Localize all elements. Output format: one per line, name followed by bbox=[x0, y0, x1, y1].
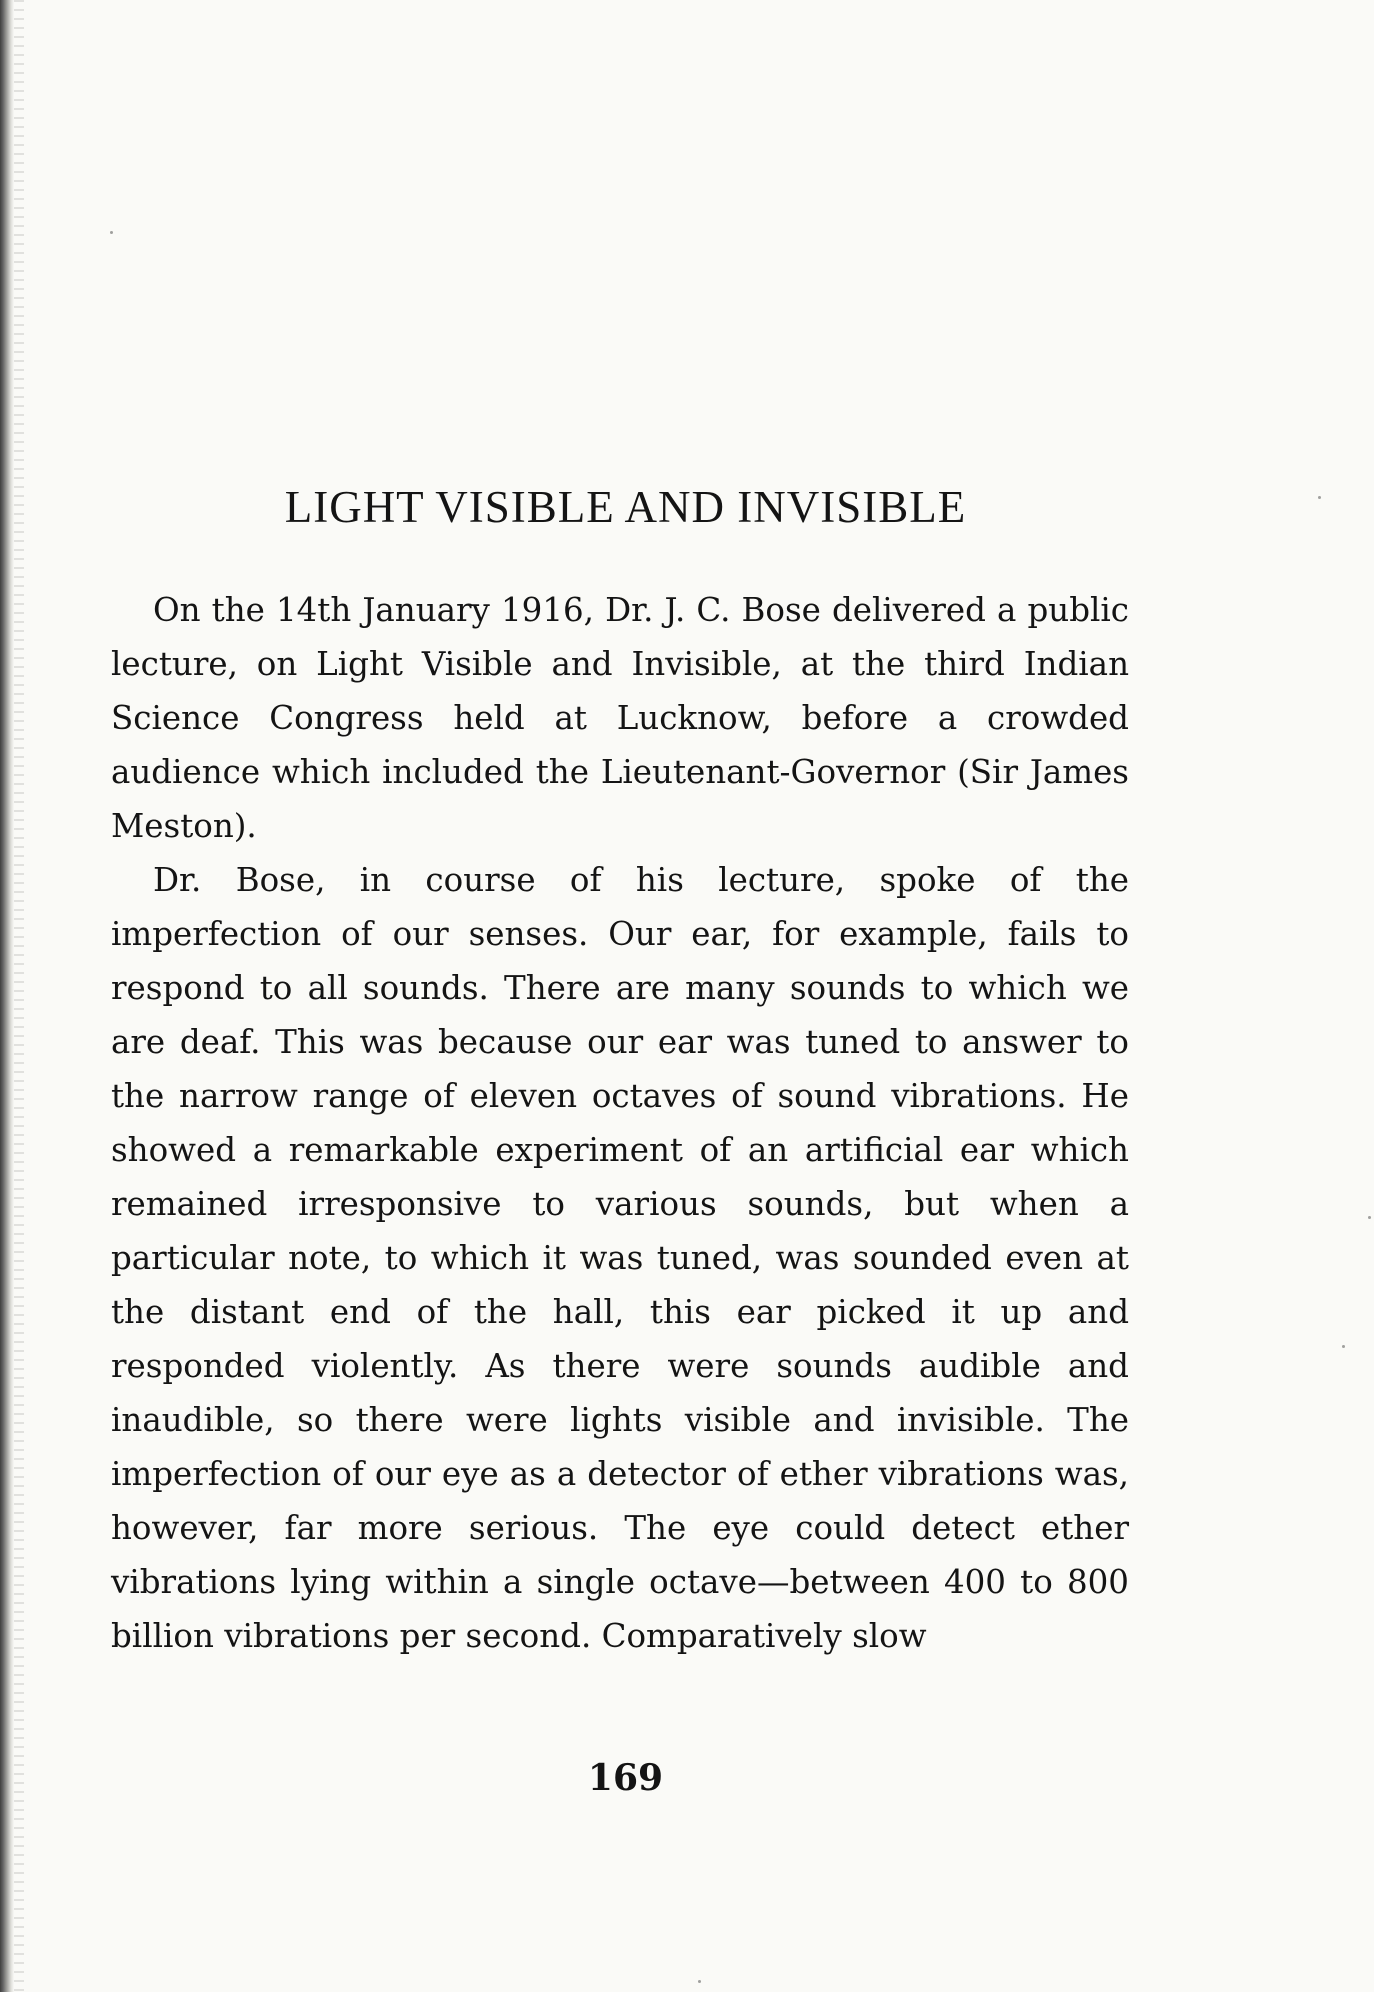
body-text bbox=[111, 583, 1129, 1663]
page-binding-edge bbox=[0, 0, 14, 1992]
page-number: 169 bbox=[587, 1757, 664, 1799]
paragraph-2: Dr. Bose, in course of his lecture, spoke of the imperfection of our senses. Our ear, for example, fails to respond to all sounds. There are many sounds to which we are deaf. This was because our ear was tuned to answer to the narrow range of eleven octaves of sound vibrations. He showed a remarkable experiment of an artificial ear which remained irresponsive to various sounds, but when a particular note, to which it was tuned, was sounded even at the distant end of the hall, this ear picked it up and responded violently. As there were sounds audible and inaudible, so there were lights visible and invisible. The imperfection of our eye as a detector of ether vibrations was, however, far more serious. The eye could detect ether vibrations lying within a single octave—between 400 to 800 billion vibrations per second. Comparatively slow bbox=[111, 861, 1129, 1655]
paragraph-1: On the 14th January 1916, Dr. J. C. Bose delivered a public lecture, on Light Visible and Invisible, at the third Indian Science Congress held at Lucknow, before a crowded audience which included the Lieutenant-Governor (Sir James Meston). bbox=[111, 591, 1129, 845]
chapter-title: LIGHT VISIBLE AND INVISIBLE bbox=[284, 482, 967, 532]
